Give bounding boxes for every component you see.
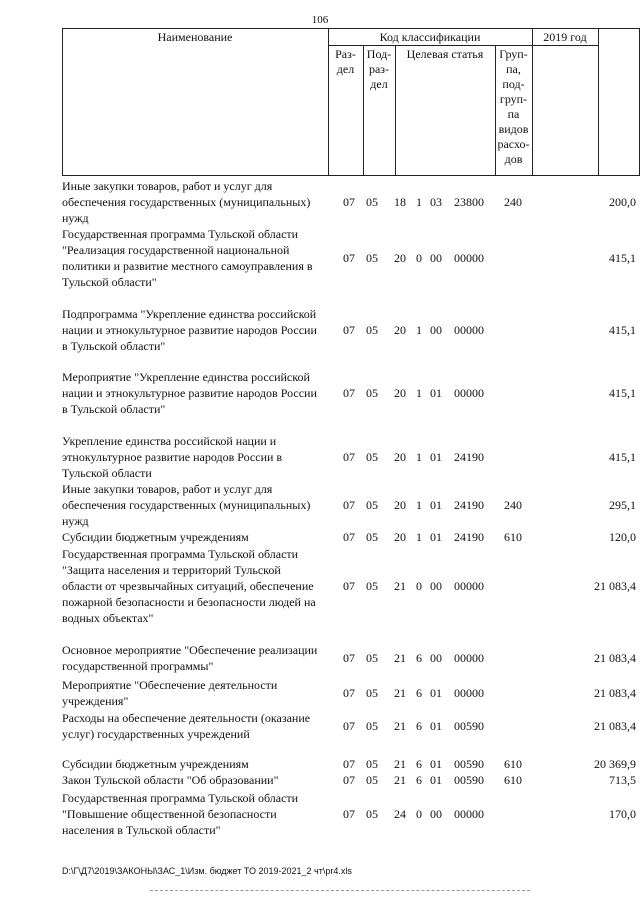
code-d: 00000 [454, 323, 484, 337]
code-vr: 610 [504, 530, 522, 544]
row-name [62, 772, 344, 788]
header-vr-line: расхо- [497, 137, 530, 151]
code-b: 6 [416, 686, 422, 700]
code-b: 0 [416, 579, 422, 593]
header-vr-line: под- [502, 77, 525, 91]
row-name [62, 790, 344, 838]
row-name-line: Мероприятие "Обеспечение деятельности [62, 678, 278, 692]
table-row [62, 306, 640, 354]
code-b: 1 [416, 323, 422, 337]
table-header [62, 28, 640, 176]
code-rz: 07 [343, 323, 355, 337]
code-a: 20 [394, 498, 406, 512]
code-b: 6 [416, 651, 422, 665]
row-name-line: Государственная программа Тульской области [62, 547, 299, 561]
code-c: 01 [430, 530, 442, 544]
row-name-line: "Защита населения и территорий Тульской [62, 563, 281, 577]
code-a: 20 [394, 386, 406, 400]
code-rz: 07 [343, 651, 355, 665]
code-a: 21 [394, 651, 406, 665]
row-name [62, 546, 344, 626]
code-c: 01 [430, 450, 442, 464]
header-vr [495, 47, 532, 167]
code-pr: 05 [366, 530, 378, 544]
code-vr: 610 [504, 773, 522, 787]
row-name-line: Укрепление единства российской нации и [62, 434, 277, 448]
code-rz: 07 [343, 450, 355, 464]
code-rz: 07 [343, 530, 355, 544]
row-name [62, 226, 344, 290]
code-a: 21 [394, 719, 406, 733]
code-rz: 07 [343, 579, 355, 593]
code-a: 20 [394, 450, 406, 464]
code-a: 18 [394, 195, 406, 209]
row-name-line: Субсидии бюджетным учреждениям [62, 757, 249, 771]
header-vr-line: видов [498, 122, 529, 136]
header-vr-line: па [507, 107, 520, 121]
row-name-line: Мероприятие "Укрепление единства российской [62, 370, 310, 384]
header-razdel-line: дел [336, 62, 355, 76]
amount: 200,0 [609, 195, 636, 209]
code-rz: 07 [343, 757, 355, 771]
page-number: 106 [311, 14, 329, 26]
row-name-line: водных объектах" [62, 611, 154, 625]
code-pr: 05 [366, 498, 378, 512]
file-path: D:\Г\Д7\2019\ЗАКОНЫ\ЗАС_1\Изм. бюджет ТО 2019-2021_2 чт\pr4.xls [62, 866, 352, 876]
code-rz: 07 [343, 773, 355, 787]
code-d: 00000 [454, 807, 484, 821]
row-name-line: "Повышение общественной безопасности [62, 807, 277, 821]
row-name-line: пожарной безопасности и безопасности людей на [62, 595, 316, 609]
header-vr-line: груп- [499, 92, 528, 106]
code-d: 00000 [454, 651, 484, 665]
code-vr: 240 [504, 195, 522, 209]
table-row [62, 546, 640, 626]
row-name-line: нужд [62, 514, 89, 528]
code-rz: 07 [343, 386, 355, 400]
code-rz: 07 [343, 686, 355, 700]
row-name-line: в Тульской области" [62, 339, 166, 353]
row-name-line: Расходы на обеспечение деятельности (оказание [62, 711, 311, 725]
code-d: 00590 [454, 757, 484, 771]
header-year: 2019 год [543, 30, 587, 44]
code-pr: 05 [366, 579, 378, 593]
code-a: 21 [394, 757, 406, 771]
amount: 21 083,4 [594, 686, 636, 700]
table-row [62, 433, 640, 481]
header-podrazdel [363, 47, 395, 92]
code-a: 21 [394, 686, 406, 700]
code-c: 01 [430, 386, 442, 400]
table-row [62, 710, 640, 742]
row-name-line: этнокультурное развитие народов России в [62, 450, 283, 464]
code-b: 6 [416, 773, 422, 787]
code-a: 20 [394, 251, 406, 265]
code-c: 00 [430, 807, 442, 821]
amount: 21 083,4 [594, 719, 636, 733]
code-c: 00 [430, 579, 442, 593]
table-row [62, 790, 640, 838]
code-b: 1 [416, 386, 422, 400]
code-a: 21 [394, 773, 406, 787]
code-d: 00000 [454, 686, 484, 700]
row-name-line: Тульской области [62, 466, 152, 480]
row-name-line: в Тульской области" [62, 402, 166, 416]
code-c: 03 [430, 195, 442, 209]
row-name-line: Иные закупки товаров, работ и услуг для [62, 179, 273, 193]
code-c: 01 [430, 719, 442, 733]
table-row [62, 642, 640, 674]
row-name [62, 710, 344, 742]
table-row [62, 677, 640, 709]
code-d: 00590 [454, 719, 484, 733]
header-vr-line: Груп- [499, 47, 528, 61]
row-name-line: обеспечения государственных (муниципальных) [62, 195, 311, 209]
row-name-line: Государственная программа Тульской области [62, 227, 299, 241]
table-row [62, 756, 640, 772]
row-name [62, 369, 344, 417]
row-name-line: Иные закупки товаров, работ и услуг для [62, 482, 273, 496]
row-name-line: политики и развитие местного самоуправления в [62, 259, 313, 273]
code-b: 0 [416, 251, 422, 265]
table-row [62, 481, 640, 529]
code-vr: 610 [504, 757, 522, 771]
code-c: 01 [430, 686, 442, 700]
row-name [62, 433, 344, 481]
row-name [62, 677, 344, 709]
code-c: 01 [430, 498, 442, 512]
code-pr: 05 [366, 719, 378, 733]
code-rz: 07 [343, 251, 355, 265]
code-pr: 05 [366, 450, 378, 464]
header-podrazdel-line: дел [370, 77, 388, 91]
code-d: 00590 [454, 773, 484, 787]
table-row [62, 772, 640, 788]
code-b: 1 [416, 498, 422, 512]
table-row [62, 226, 640, 290]
row-name-line: Субсидии бюджетным учреждениям [62, 530, 249, 544]
amount: 415,1 [609, 323, 636, 337]
row-name-line: услуг) государственных учреждений [62, 727, 250, 741]
amount: 713,5 [609, 773, 636, 787]
row-name-line: Тульской области" [62, 275, 157, 289]
header-vr-line: па, [506, 62, 521, 76]
row-name-line: населения в Тульской области" [62, 823, 221, 837]
amount: 21 083,4 [594, 651, 636, 665]
code-d: 23800 [454, 195, 484, 209]
code-b: 1 [416, 195, 422, 209]
amount: 415,1 [609, 386, 636, 400]
row-name-line: нации и этнокультурное развитие народов России [62, 386, 317, 400]
row-name-line: Основное мероприятие "Обеспечение реализации [62, 643, 318, 657]
amount: 21 083,4 [594, 579, 636, 593]
table-row [62, 369, 640, 417]
code-b: 0 [416, 807, 422, 821]
table-row [62, 178, 640, 226]
code-pr: 05 [366, 251, 378, 265]
header-podrazdel-line: раз- [368, 62, 390, 76]
code-pr: 05 [366, 757, 378, 771]
code-b: 1 [416, 530, 422, 544]
row-name-line: обеспечения государственных (муниципальных) [62, 498, 311, 512]
row-name [62, 529, 344, 545]
code-b: 6 [416, 719, 422, 733]
header-razdel-line: Раз- [335, 47, 356, 61]
amount: 415,1 [609, 450, 636, 464]
header-razdel [328, 47, 363, 77]
code-d: 00000 [454, 386, 484, 400]
row-name [62, 642, 344, 674]
code-rz: 07 [343, 195, 355, 209]
row-name-line: Подпрограмма "Укрепление единства российской [62, 307, 317, 321]
code-pr: 05 [366, 807, 378, 821]
code-d: 00000 [454, 251, 484, 265]
divider [150, 890, 530, 891]
amount: 120,0 [609, 530, 636, 544]
code-b: 6 [416, 757, 422, 771]
row-name-line: учреждения" [62, 694, 129, 708]
code-rz: 07 [343, 807, 355, 821]
code-c: 00 [430, 251, 442, 265]
row-name [62, 481, 344, 529]
header-podrazdel-line: Под- [366, 47, 392, 61]
table-row [62, 529, 640, 545]
amount: 295,1 [609, 498, 636, 512]
amount: 415,1 [609, 251, 636, 265]
row-name-line: государственной программы" [62, 659, 214, 673]
code-a: 20 [394, 323, 406, 337]
code-a: 20 [394, 530, 406, 544]
amount: 170,0 [609, 807, 636, 821]
code-vr: 240 [504, 498, 522, 512]
row-name [62, 306, 344, 354]
row-name-line: нужд [62, 211, 89, 225]
code-a: 21 [394, 579, 406, 593]
code-rz: 07 [343, 719, 355, 733]
code-d: 24190 [454, 498, 484, 512]
row-name-line: области от чрезвычайных ситуаций, обеспечение [62, 579, 314, 593]
code-pr: 05 [366, 651, 378, 665]
code-c: 01 [430, 773, 442, 787]
code-b: 1 [416, 450, 422, 464]
code-a: 24 [394, 807, 406, 821]
row-name [62, 756, 344, 772]
header-classification: Код классификации [379, 30, 481, 44]
code-pr: 05 [366, 195, 378, 209]
code-pr: 05 [366, 773, 378, 787]
code-pr: 05 [366, 686, 378, 700]
code-pr: 05 [366, 323, 378, 337]
row-name-line: Закон Тульской области "Об образовании" [62, 773, 279, 787]
code-d: 24190 [454, 530, 484, 544]
amount: 20 369,9 [594, 757, 636, 771]
code-c: 00 [430, 323, 442, 337]
code-d: 24190 [454, 450, 484, 464]
row-name-line: нации и этнокультурное развитие народов России [62, 323, 317, 337]
header-name: Наименование [157, 30, 233, 44]
code-rz: 07 [343, 498, 355, 512]
header-target: Целевая статья [406, 47, 484, 61]
header-vr-line: дов [504, 152, 523, 166]
code-c: 01 [430, 757, 442, 771]
row-name-line: Государственная программа Тульской области [62, 791, 299, 805]
row-name-line: "Реализация государственной национальной [62, 243, 290, 257]
code-pr: 05 [366, 386, 378, 400]
row-name [62, 178, 344, 226]
code-c: 00 [430, 651, 442, 665]
code-d: 00000 [454, 579, 484, 593]
